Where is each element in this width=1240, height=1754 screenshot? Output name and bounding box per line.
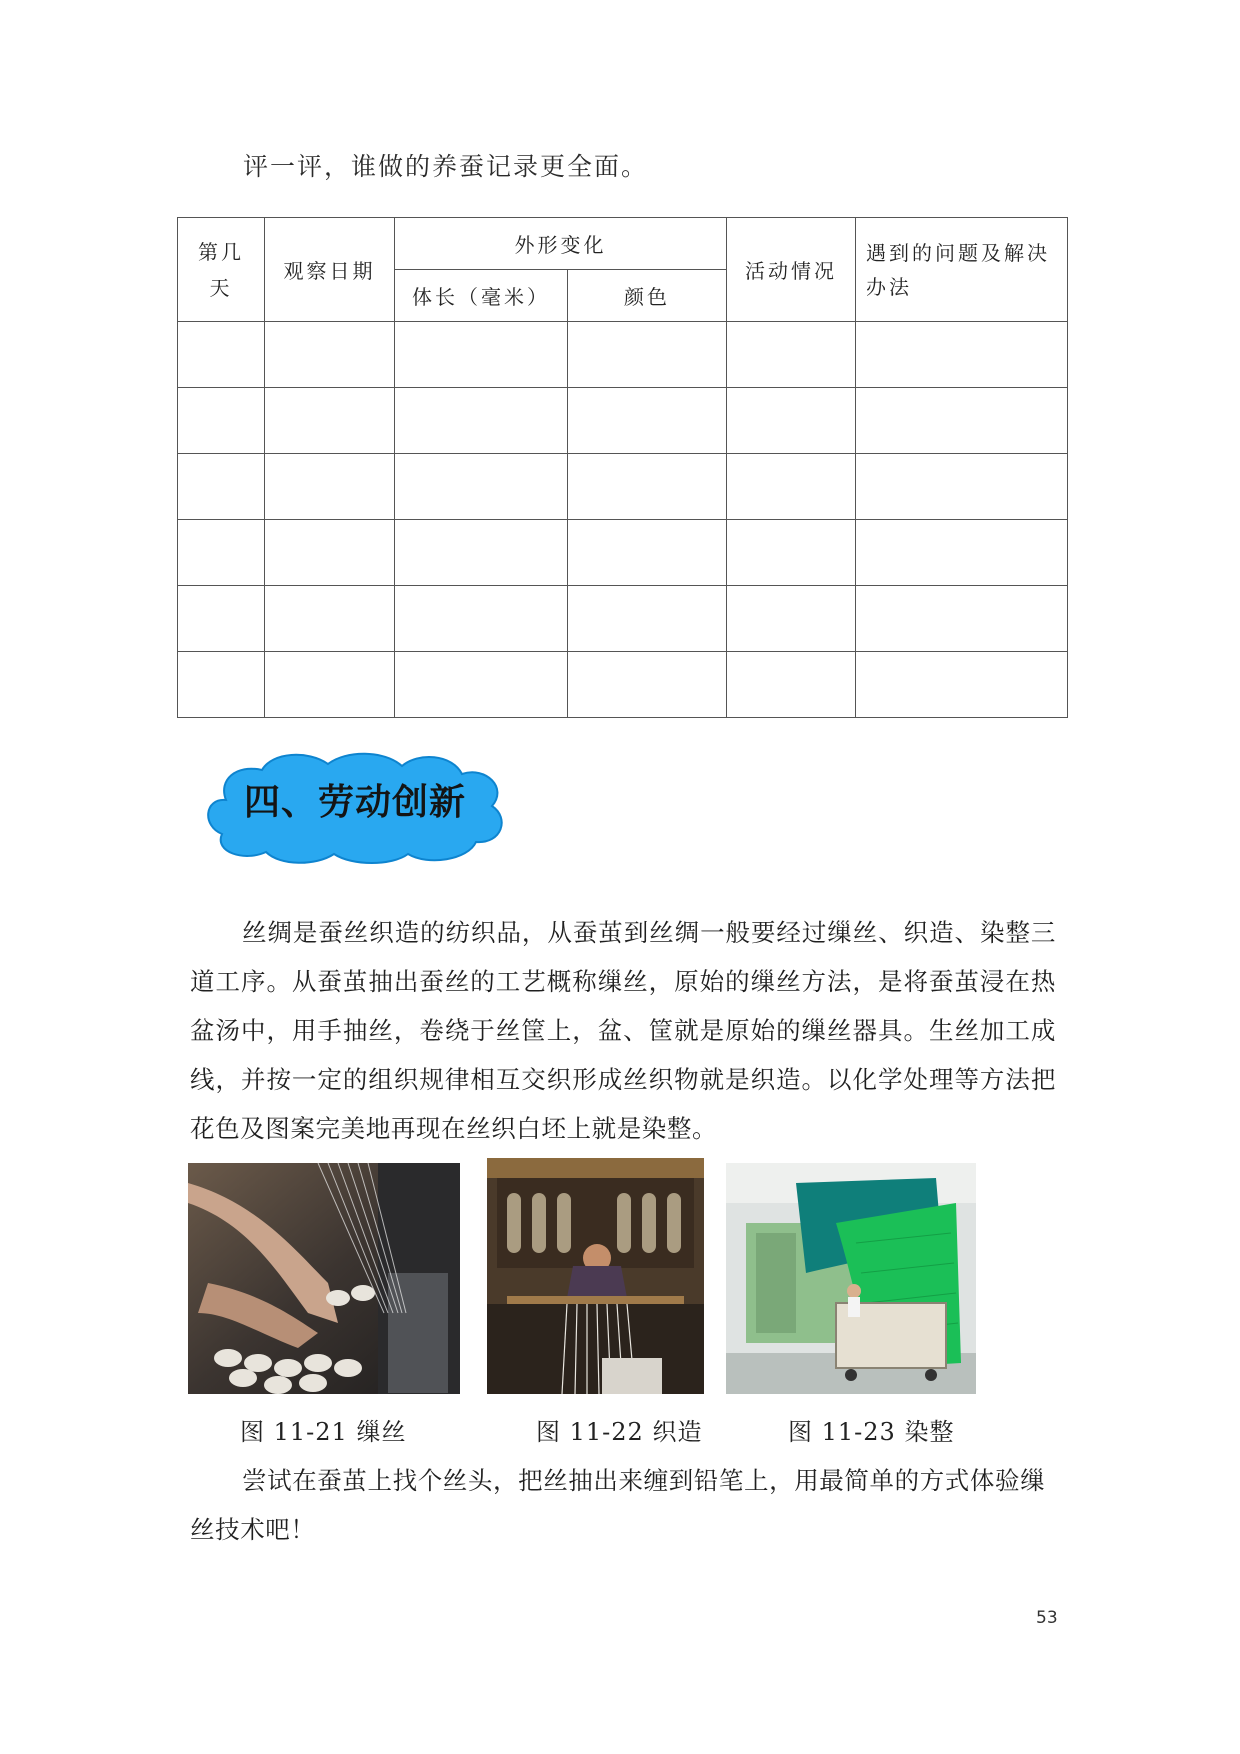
table-row bbox=[178, 520, 1068, 586]
table-row bbox=[178, 652, 1068, 718]
header-shape-change: 外形变化 bbox=[395, 218, 727, 270]
figure-weaving-photo bbox=[487, 1158, 704, 1394]
silkworm-record-table bbox=[177, 217, 1068, 718]
header-activity: 活动情况 bbox=[727, 218, 856, 322]
header-problems: 遇到的问题及解决办法 bbox=[856, 218, 1068, 322]
section-heading-cloud bbox=[196, 748, 510, 866]
header-color: 颜色 bbox=[568, 270, 727, 322]
body-paragraph: 丝绸是蚕丝织造的纺织品，从蚕茧到丝绸一般要经过缫丝、织造、染整三道工序。从蚕茧抽出蚕丝的工艺概称缫丝，原始的缫丝方法，是将蚕茧浸在热盆汤中，用手抽丝，卷绕于丝筐上，盆、筐就是原始的缫丝器具。生丝加工成线，并按一定的组织规律相互交织形成丝织物就是织造。以化学处理等方法把花色及图案完美地再现在丝织白坯上就是染整。 bbox=[190, 918, 1056, 1143]
figure-dyeing-photo bbox=[726, 1163, 976, 1394]
table-row bbox=[178, 322, 1068, 388]
figure-silk-reeling-photo bbox=[188, 1163, 460, 1394]
closing-paragraph: 尝试在蚕茧上找个丝头，把丝抽出来缠到铅笔上，用最简单的方式体验缫丝技术吧！ bbox=[190, 1466, 1046, 1544]
header-date: 观察日期 bbox=[265, 218, 395, 322]
page-number: 53 bbox=[1036, 1608, 1058, 1628]
table-row bbox=[178, 388, 1068, 454]
figure-caption-1: 图 11-21 缫丝 bbox=[240, 1418, 407, 1446]
figure-caption-3: 图 11-23 染整 bbox=[788, 1418, 955, 1446]
header-body-length: 体长（毫米） bbox=[395, 270, 568, 322]
table-row bbox=[178, 454, 1068, 520]
header-day: 第几天 bbox=[178, 218, 265, 322]
table-row bbox=[178, 586, 1068, 652]
intro-text: 评一评，谁做的养蚕记录更全面。 bbox=[243, 152, 649, 181]
section-title: 四、劳动创新 bbox=[244, 782, 467, 823]
figure-caption-2: 图 11-22 织造 bbox=[536, 1418, 703, 1446]
